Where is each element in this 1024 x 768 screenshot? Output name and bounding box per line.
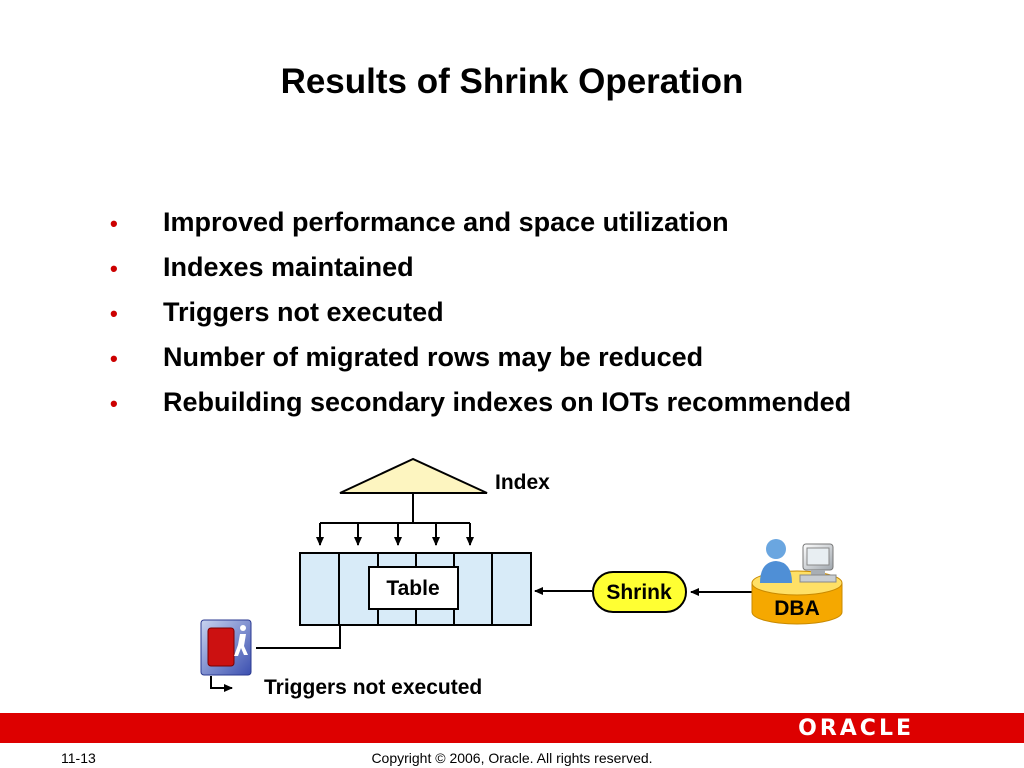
triggers-arrow	[211, 676, 232, 688]
bullet-dot: •	[110, 256, 118, 281]
bullet-text: Triggers not executed	[163, 297, 444, 327]
computer-icon	[800, 544, 836, 582]
dba-group	[752, 539, 842, 624]
shrink-label: Shrink	[606, 581, 672, 604]
table-label: Table	[386, 577, 440, 600]
bullet-text: Indexes maintained	[163, 252, 414, 282]
oracle-logo: ORACLE	[798, 716, 914, 741]
bullet-text: Improved performance and space utilization	[163, 207, 729, 237]
index-triangle	[340, 459, 487, 493]
bullet-dot: •	[110, 211, 118, 236]
page-number: 11-13	[61, 750, 96, 766]
table-to-stop-connector	[256, 625, 340, 648]
stop-sign-icon	[201, 620, 251, 675]
bullet-text: Number of migrated rows may be reduced	[163, 342, 704, 372]
index-connectors	[320, 493, 470, 545]
bullet-dot: •	[110, 391, 118, 416]
dba-user-icon	[760, 539, 792, 583]
footer-bar	[0, 713, 1024, 743]
index-label: Index	[495, 471, 550, 494]
slide-title: Results of Shrink Operation	[280, 62, 744, 101]
bullet-dot: •	[110, 301, 118, 326]
bullet-text: Rebuilding secondary indexes on IOTs recommended	[163, 387, 852, 417]
bullet-dot: •	[110, 346, 118, 371]
copyright-text: Copyright © 2006, Oracle. All rights reserved.	[371, 750, 653, 766]
triggers-label: Triggers not executed	[264, 676, 483, 699]
dba-label: DBA	[774, 597, 820, 620]
